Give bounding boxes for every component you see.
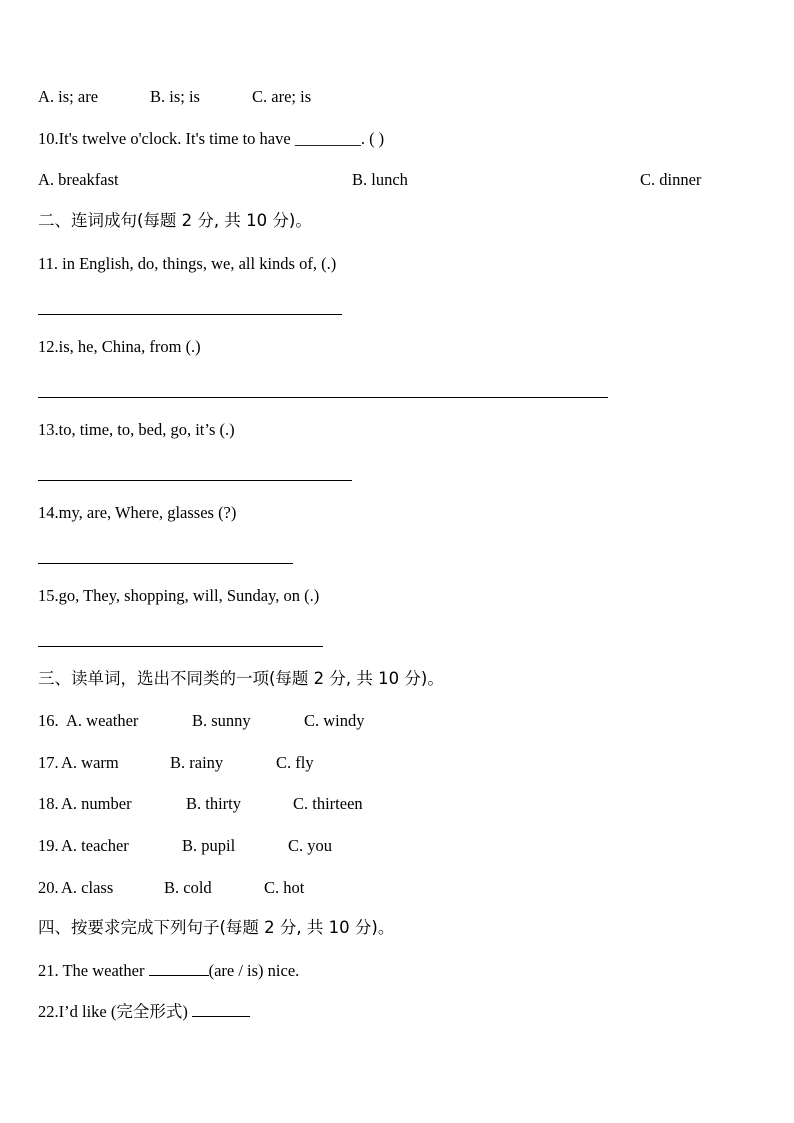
q22-blank [192,1001,250,1017]
q10-option-a: A. breakfast [38,170,119,189]
q19-option-a: A. teacher [61,836,129,855]
q21-line [38,960,299,982]
q10-text: 10.It's twelve o'clock. It's time to have ________. ( ) [38,129,385,148]
section4-heading: 四、按要求完成下列句子(每题 2 分, 共 10 分)。 [38,918,395,937]
q13-answer-line [38,480,352,481]
q15-answer-line [38,646,323,647]
q16-option-b: B. sunny [192,711,251,730]
q19-number: 19. [38,836,59,855]
q14-text: 14.my, are, Where, glasses (?) [38,503,237,522]
q21-blank [149,960,209,976]
q10-option-b: B. lunch [352,170,408,189]
q22-line [38,1001,250,1023]
q17-option-a: A. warm [61,753,119,772]
q17-option-c: C. fly [276,753,314,772]
q9-option-b: B. is; is [150,87,200,106]
q11-text: 11. in English, do, things, we, all kinds of, (.) [38,254,337,273]
q10-option-c: C. dinner [640,170,702,189]
section2-heading: 二、连词成句(每题 2 分, 共 10 分)。 [38,211,312,230]
q17-number: 17. [38,753,59,772]
q14-answer-line [38,563,293,564]
q16-option-a: A. weather [66,711,139,730]
q11-answer-line [38,314,342,315]
q20-option-b: B. cold [164,878,212,897]
q19-option-c: C. you [288,836,333,855]
q9-option-c: C. are; is [252,87,312,106]
q16-option-c: C. windy [304,711,365,730]
q18-number: 18. [38,794,59,813]
q20-option-a: A. class [61,878,114,897]
q21-prefix: 21. The weather [38,961,149,980]
q22-prefix: 22.I’d like (完全形式) [38,1002,192,1021]
q20-option-c: C. hot [264,878,305,897]
q16-number: 16. [38,711,59,730]
q17-option-b: B. rainy [170,753,224,772]
q18-option-b: B. thirty [186,794,242,813]
q15-text: 15.go, They, shopping, will, Sunday, on (.) [38,586,320,605]
q12-text: 12.is, he, China, from (.) [38,337,201,356]
q13-text: 13.to, time, to, bed, go, it’s (.) [38,420,235,439]
q20-number: 20. [38,878,59,897]
q9-option-a: A. is; are [38,87,99,106]
section3-heading: 三、读单词，选出不同类的一项(每题 2 分, 共 10 分)。 [38,669,444,688]
q18-option-a: A. number [61,794,132,813]
q12-answer-line [38,397,608,398]
q18-option-c: C. thirteen [293,794,363,813]
q21-suffix: (are / is) nice. [208,961,300,980]
q19-option-b: B. pupil [182,836,236,855]
